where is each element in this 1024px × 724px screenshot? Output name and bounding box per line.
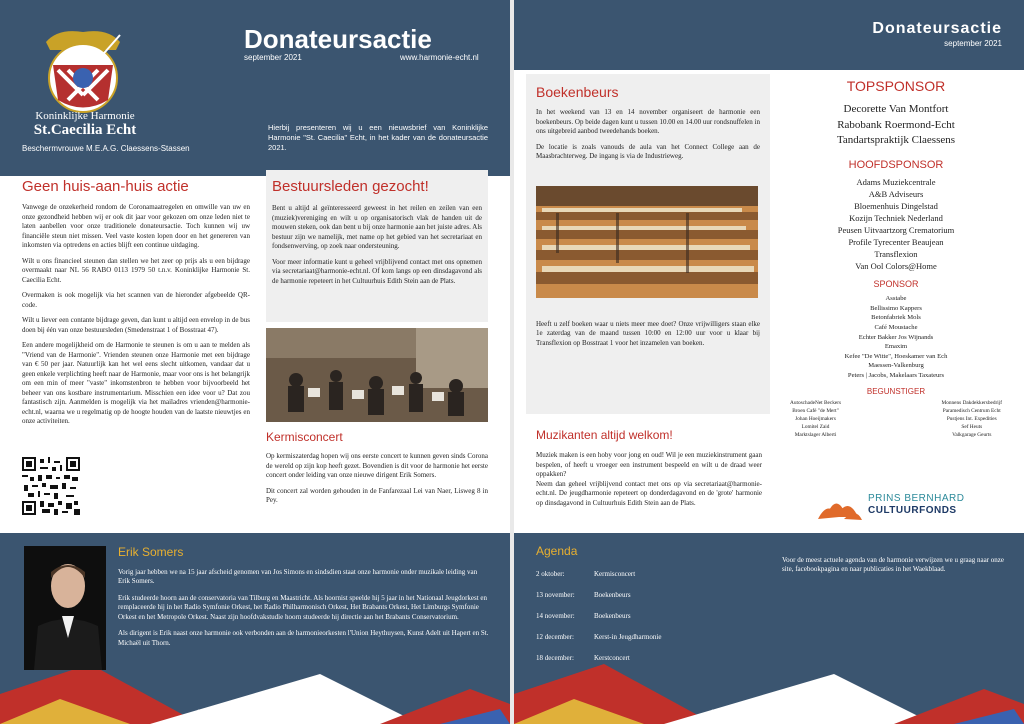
page-title: Donateursactie: [872, 20, 1002, 37]
agenda-title: Agenda: [536, 544, 578, 558]
prins-bernhard-logo: [814, 487, 984, 527]
section-title: Bestuursleden gezocht!: [272, 178, 429, 195]
section-title: Muzikanten altijd welkom!: [536, 428, 673, 442]
section-title: Geen huis-aan-huis actie: [22, 178, 189, 195]
section-boekenbeurs: [526, 74, 770, 414]
paragraph: Op kermiszaterdag hopen wij ons eerste concert te kunnen geven sinds Corona de wereld op zijn kop heeft gezet. Bovendien is dit voor de harmonie het eerste concert onder leiding van onze nieuwe dirigent Erik Somers.: [266, 452, 488, 480]
club-name-line2: St.Caecilia Echt: [33, 122, 137, 138]
sponsor-name: Maessen-Valkenburg: [868, 362, 924, 370]
section-geen-huis: [22, 178, 250, 433]
agenda-date: 13 november:: [536, 591, 575, 599]
sponsor-list-small: [784, 294, 1008, 380]
begunstiger-name: AutoschadeNet Beckers: [790, 400, 842, 407]
sponsor-heading: SPONSOR: [873, 279, 919, 290]
section-body: [536, 451, 762, 508]
sponsor-name: Peters | Jacobs, Makelaars Taxateurs: [847, 371, 945, 379]
begunstiger-name: Lomitel Zaid: [801, 424, 830, 431]
paragraph: Een andere mogelijkheid om de Harmonie te steunen is om u aan te melden als "Vriend van de Harmonie". Vrienden steunen onze Harmonie met een bijdrage van € 50 per jaar. Natuurlijk kan het wel eens slecht uitkomen, vandaar dat u geen enkele verplichting heeft naar de Harmonie, maar voor ons is het belangrijk om een min of meer "vaste" inkomstenbron te hebben voor bijvoorbeeld het beheer van ons kostbare instrumentarium. Misschien een idee voor u? Dat zou fantastisch zijn. Aanmelden is mogelijk via het mailadres vrienden@harmonie-echt.nl, waarna we u regelmatig op de hoogte houden van de laatste nieuwtjes en onze activiteiten.: [22, 341, 250, 426]
topsponsor-list: [784, 102, 1008, 149]
paragraph: Wilt u ons financieel steunen dan stellen we het zeer op prijs als u een bijdrage overmaakt naar NL 56 RABO 0113 1979 50 t.n.v. Koninklijke Harmonie St. Caecilia Echt.: [22, 256, 250, 284]
page-title: Donateursactie: [244, 24, 432, 54]
agenda-row: [536, 570, 776, 578]
sponsor-name: Emaxim: [884, 343, 908, 351]
begunstiger-list: [784, 400, 1008, 440]
paragraph: Dit concert zal worden gehouden in de Fanfarezaal Lei van Naer, Lisweg 8 in Pey.: [266, 486, 488, 505]
sponsor-name: Kefee "De Witte", Hoeskamer van Ech: [844, 352, 948, 360]
club-logo: [28, 20, 138, 120]
sponsor-name: Transflexion: [874, 249, 918, 260]
paragraph: Bent u altijd al geïnteresseerd geweest in het reilen en zeilen van een (muziek)vereniging en wilt u op organisatorisch vlak de handen uit de mouwen steken, ook dan bent u bij onze harmonie aan het juiste adres. Als bestuur zijn we namelijk, met name op het gebied van het secretariaat en fondsenwerving, op zoek naar ondersteuning.: [272, 204, 482, 251]
section-muzikanten: [536, 428, 762, 514]
begunstiger-col-right: [942, 400, 1002, 440]
paragraph: Wilt u liever een contante bijdrage geven, dan kunt u altijd een envelop in de bus doen bij één van onze bestuursleden (Smedenstraat 1 of Bosstraat 47).: [22, 316, 250, 334]
agenda-row: [536, 633, 776, 641]
erik-body: [118, 568, 490, 648]
hoofdsponsor-heading: HOOFDSPONSOR: [848, 158, 944, 171]
begunstiger-name: Broen Café "de Mert": [792, 408, 839, 415]
sponsor-name: Bellissimo Kappers: [870, 304, 922, 312]
sponsor-name: Café Moustache: [874, 323, 918, 331]
agenda-date: 18 december:: [536, 654, 574, 662]
agenda-event: Kermisconcert: [594, 570, 636, 578]
issue-date: september 2021: [244, 53, 302, 62]
sponsor-name: Echter Bakker Jos Wijnands: [858, 333, 934, 341]
club-name: [20, 110, 150, 139]
agenda-list: [536, 570, 776, 675]
agenda-event: Boekenbeurs: [594, 591, 631, 599]
section-title: Kermisconcert: [266, 430, 343, 444]
section-body: [536, 108, 760, 162]
sponsor-name: Betonfabriek Mols: [871, 314, 921, 322]
begunstiger-name: Monnens Dakdekkersbedrijf: [941, 400, 1002, 407]
paragraph: In het weekend van 13 en 14 november organiseert de harmonie een boekenbeurs. Op beide dagen kunt u tussen 10.00 en 14.00 uur rondsnuffelen in ons uitgebreid aanbod tweedehands boeken.: [536, 108, 760, 136]
begunstiger-col-left: [790, 400, 841, 440]
agenda-row: [536, 612, 776, 620]
paragraph: Overmaken is ook mogelijk via het scannen van de hieronder afgebeelde QR-code.: [22, 291, 250, 309]
beschermvrouwe: Beschermvrouwe M.E.A.G. Claessens-Stassen: [22, 144, 190, 153]
agenda-note: Voor de meest actuele agenda van de harmonie verwijzen we u graag naar onze site, facebookpagina en naar publicaties in het Waekblaad.: [782, 556, 1005, 574]
paragraph: Vanwege de onzekerheid rondom de Coronamaatregelen en omwille van uw en onze gezondheid hebben wij er ook dit jaar voor gekozen om onze leden niet te laten aanbellen voor onze traditionele donateursactie. Toch kunnen wij uw financiële steun niet missen. Veel vaste kosten lopen door en het genereren van inkomsten via optredens en acties blijft een continue uitdaging.: [22, 203, 250, 250]
agenda-event: Kerstconcert: [594, 654, 630, 662]
intro-text: Hierbij presenteren wij u een nieuwsbrief van Koninklijke Harmonie "St. Caecilia" Echt, in het kader van de donateursactie 2021.: [268, 123, 488, 153]
sponsor-list: [784, 78, 1008, 440]
section-body: [272, 204, 482, 286]
section-body: [22, 203, 250, 427]
agenda-date: 14 november:: [536, 612, 575, 620]
begunstiger-name: Sef Heuts: [961, 424, 983, 431]
orchestra-photo: [266, 328, 488, 422]
sponsor-name: Bloemenhuis Dingelstad: [854, 200, 938, 211]
paragraph: Vorig jaar hebben we na 15 jaar afscheid genomen van Jos Simons en sindsdien staat onze harmonie onder muzikale leiding van Erik Somers.: [118, 568, 478, 586]
begunstiger-name: Marktslager Alberti: [794, 432, 837, 438]
sponsor-name: Decorette Van Montfort: [843, 103, 949, 115]
erik-title: Erik Somers: [118, 545, 184, 559]
club-name-line1: Koninklijke Harmonie: [35, 110, 135, 122]
paragraph: Muziek maken is een hoby voor jong en oud! Wil je een muziekinstrument gaan bespelen, of heeft u vroeger een instrument bespeeld en wilt u de draad weer oppakken?: [536, 451, 762, 479]
section-body: [266, 452, 488, 506]
sponsor-name: Profile Tyrecenter Beaujean: [848, 237, 944, 248]
page-right: [514, 0, 1024, 724]
sponsor-name: Tandartspraktijk Claessens: [836, 134, 956, 147]
issue-date: september 2021: [944, 39, 1002, 48]
sponsor-name: Peusen Uitvaartzorg Crematorium: [837, 225, 955, 236]
footer-credit: Koninklijke Harmonie "St. Caecilia" Echt: [197, 709, 313, 716]
fonds-line2: CULTUURFONDS: [868, 505, 957, 516]
topsponsor-heading: TOPSPONSOR: [846, 78, 946, 94]
website-link[interactable]: www.harmonie-echt.nl: [400, 53, 479, 62]
section-title: Boekenbeurs: [536, 84, 619, 100]
begunstiger-heading: BEGUNSTIGER: [866, 387, 926, 397]
sponsor-name: Kozijn Techniek Nederland: [849, 213, 943, 224]
fonds-line1: PRINS BERNHARD: [868, 493, 965, 504]
section-bestuursleden: [266, 170, 488, 322]
sponsor-name: Rabobank Roermond-Echt: [837, 118, 955, 131]
qr-code[interactable]: [22, 457, 80, 515]
begunstiger-name: Valkgarage Geurts: [952, 432, 992, 438]
agenda-date: 2 oktober:: [536, 570, 565, 578]
agenda-date: 12 december:: [536, 633, 574, 641]
paragraph: Heeft u zelf boeken waar u niets meer mee doet? Onze vrijwilligers staan elke 1e zaterdag van de maand tussen 10:00 en 12:00 uur voor u klaar bij Transflexion op Bosstraat 1 voor het inzamelen van boeken.: [536, 319, 760, 347]
sun-icon: [814, 489, 864, 523]
paragraph: Als dirigent is Erik naast onze harmonie ook verbonden aan de harmonieorkesten l'Union Heythuysen, Kunst Adelt uit Hapert en St. Michaël uit Thorn.: [118, 629, 489, 647]
paragraph: Neem dan geheel vrijblijvend contact met ons op via secretariaat@harmonie-echt.nl. De jeugdharmonie repeteert op donderdagavond en de 'grote' harmonie op dinsdagavond in Cultuurhuis Edith Stein aan de Plats.: [536, 479, 762, 507]
footer-credit: Koninklijke Harmonie "St. Caecilia" Echt: [711, 709, 827, 716]
hoofdsponsor-list: [784, 176, 1008, 273]
section-body: [536, 320, 760, 349]
section-kermisconcert: [266, 430, 488, 512]
paragraph: Erik studeerde hoorn aan de conservatoria van Tilburg en Maastricht. Als hoornist speelde hij 5 jaar in het Nationaal Jeugdorkest en remplaceerde hij in het Radio Symfonie Orkest, het Radio Philharmonisch Orkest, Het Brabants Orkest, Het Limburgs Symfonie Orkest en het Metropole Orkest. Naast zijn hoofdvakstudie hoorn studeerde hij directie aan het Brabants Conservatorium.: [118, 593, 488, 621]
sponsor-name: Asstabe: [885, 295, 907, 303]
sponsor-name: Adams Muziekcentrale: [856, 176, 936, 187]
agenda-event: Boekenbeurs: [594, 612, 631, 620]
agenda-event: Kerst-in Jeugdharmonie: [594, 633, 662, 641]
bookfair-photo: [536, 186, 758, 298]
begunstiger-name: Paramedisch Centrum Echt: [942, 408, 1001, 415]
page-left: [0, 0, 510, 724]
sponsor-name: A&B Adviseurs: [868, 188, 924, 199]
agenda-row: [536, 591, 776, 599]
agenda-row: [536, 654, 776, 662]
sponsor-name: Van Ool Colors@Home: [855, 261, 937, 272]
begunstiger-name: Pustjens Int. Expedities: [946, 416, 997, 423]
erik-somers-photo: [24, 546, 106, 670]
paragraph: De locatie is zoals vanouds de aula van het Connect College aan de Maasbrachterweg. De ingang is via de Industrieweg.: [536, 142, 760, 161]
paragraph: Voor meer informatie kunt u geheel vrijblijvend contact met ons opnemen via secretariaat@harmonie-echt.nl. Of kom langs op een dinsdagavond als de harmonie repeteert in het Cultuurhuis Edith Stein aan de Plats.: [272, 257, 482, 285]
begunstiger-name: Johan Hoeijmakers: [795, 416, 836, 423]
